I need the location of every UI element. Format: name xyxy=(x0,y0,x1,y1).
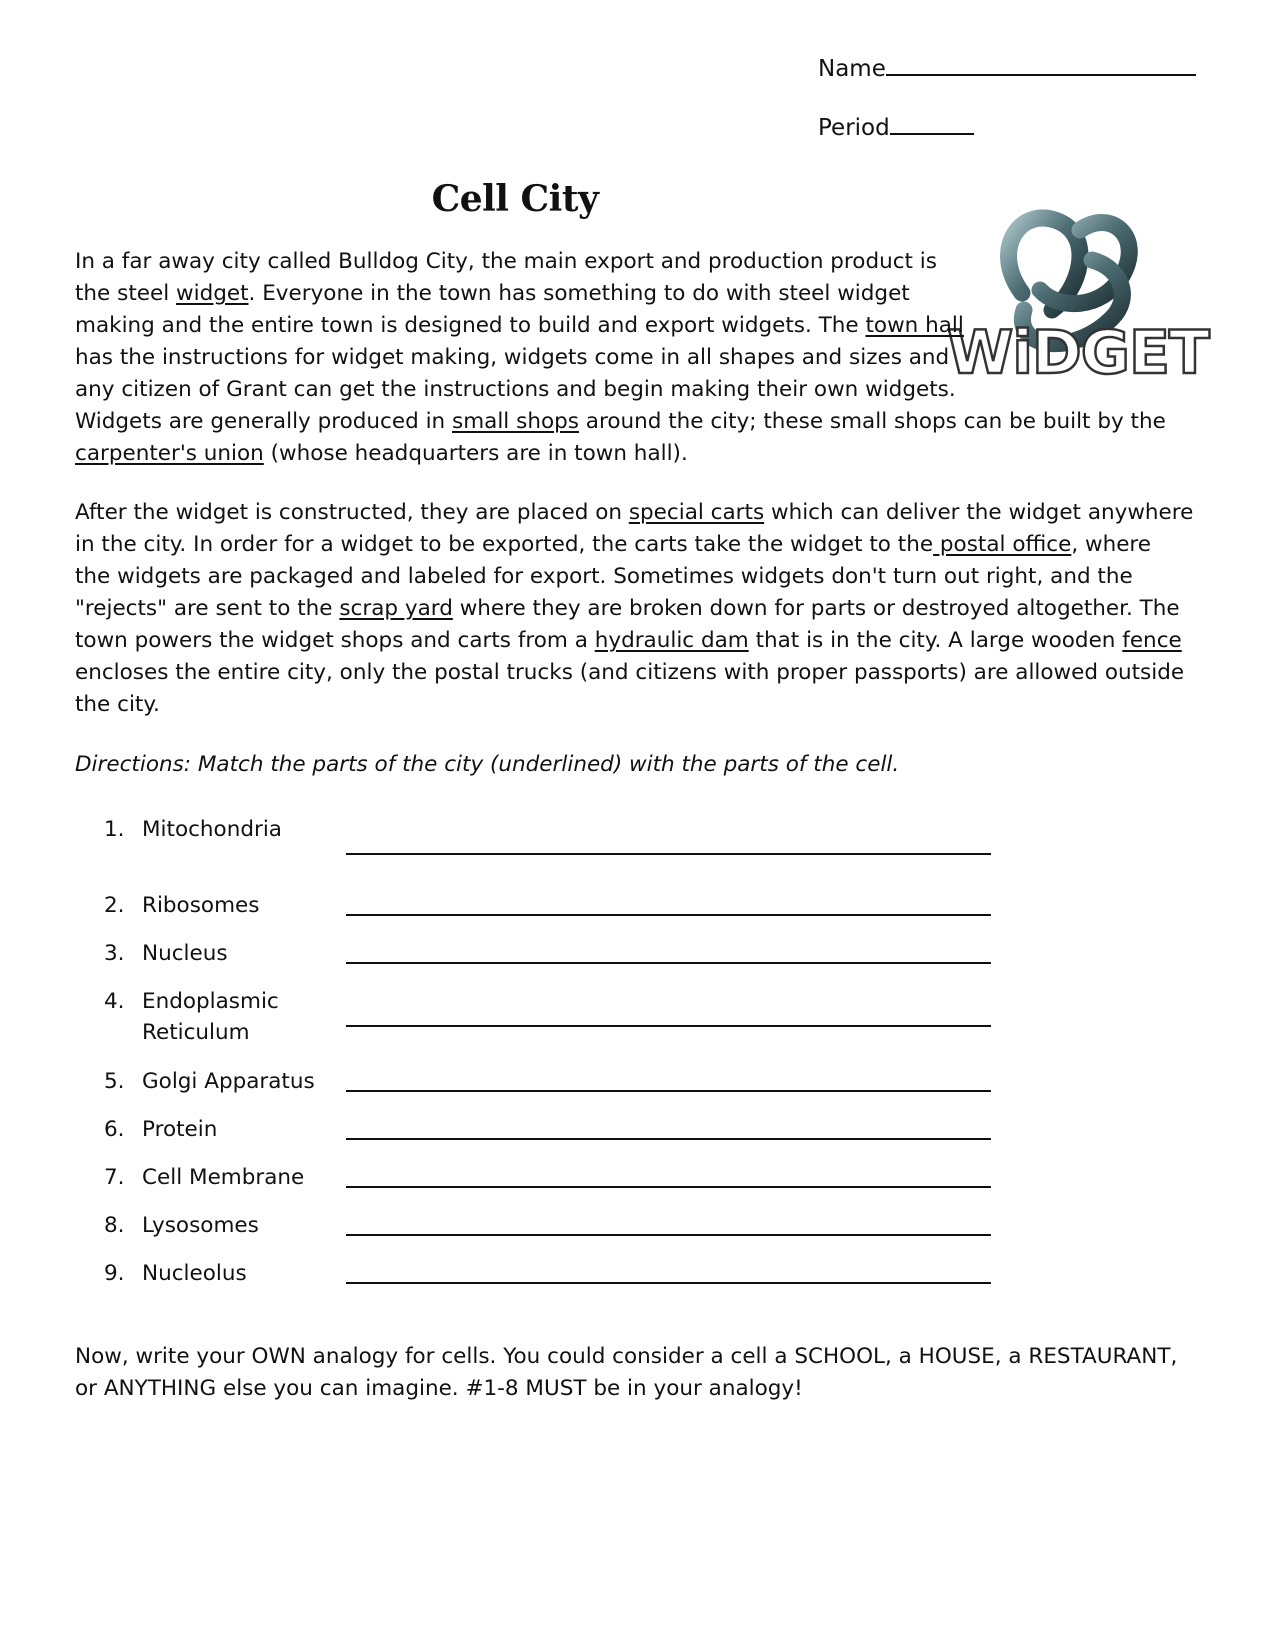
text-line: Now, write your OWN analogy for cells. You could consider a cell a SCHOOL, a HOUSE, a RESTAURANT, xyxy=(75,1344,1178,1369)
text-line: making and the entire town is designed to build and export widgets. The town hall xyxy=(75,313,964,338)
answer-line-3[interactable] xyxy=(346,962,991,964)
text-line: or ANYTHING else you can imagine. #1-8 MUST be in your analogy! xyxy=(75,1376,803,1401)
answer-line-8[interactable] xyxy=(346,1234,991,1236)
list-item xyxy=(104,938,342,969)
text-line: the city. xyxy=(75,692,160,717)
underlined-term-town-hall: town hall xyxy=(865,313,964,338)
directions: Directions: Match the parts of the city (underlined) with the parts of the cell. xyxy=(75,752,900,777)
answer-line-5[interactable] xyxy=(346,1090,991,1092)
text-line: Widgets are generally produced in small shops around the city; these small shops can be built by the xyxy=(75,409,1166,434)
text-line: After the widget is constructed, they are placed on special carts which can deliver the widget anywhere xyxy=(75,500,1194,525)
period-field[interactable] xyxy=(818,115,974,141)
analogy-instructions xyxy=(75,1341,1177,1405)
list-item xyxy=(104,814,342,845)
item-term: Endoplasmic Reticulum xyxy=(142,989,279,1045)
item-number: 5. xyxy=(104,1069,125,1094)
underlined-term-hydraulic-dam: hydraulic dam xyxy=(594,628,749,653)
item-number: 1. xyxy=(104,817,125,842)
text-line: carpenter's union (whose headquarters are in town hall). xyxy=(75,441,688,466)
list-item xyxy=(104,986,342,1048)
item-term: Nucleolus xyxy=(142,1261,247,1286)
answer-line-7[interactable] xyxy=(346,1186,991,1188)
text-line: the steel widget. Everyone in the town has something to do with steel widget xyxy=(75,281,910,306)
name-blank-line[interactable] xyxy=(886,73,1196,76)
item-number: 6. xyxy=(104,1117,125,1142)
name-field[interactable] xyxy=(818,56,1196,82)
story-paragraph-2 xyxy=(75,497,1193,721)
answer-line-2[interactable] xyxy=(346,914,991,916)
answer-line-6[interactable] xyxy=(346,1138,991,1140)
item-term: Nucleus xyxy=(142,941,228,966)
page-title: Cell City xyxy=(431,178,599,220)
list-item xyxy=(104,1066,342,1097)
item-term: Mitochondria xyxy=(142,817,282,842)
underlined-term-carpenters-union: carpenter's union xyxy=(75,441,264,466)
text-line: the widgets are packaged and labeled for export. Sometimes widgets don't turn out right, and the xyxy=(75,564,1133,589)
underlined-term-special-carts: special carts xyxy=(628,500,765,525)
list-item xyxy=(104,1162,342,1193)
story-paragraph-1 xyxy=(75,246,1166,470)
text-line: any citizen of Grant can get the instructions and begin making their own widgets. xyxy=(75,377,956,402)
item-number: 2. xyxy=(104,893,125,918)
item-number: 7. xyxy=(104,1165,125,1190)
text-line: encloses the entire city, only the postal trucks (and citizens with proper passports) are allowed outside xyxy=(75,660,1185,685)
underlined-term-small-shops: small shops xyxy=(452,409,579,434)
list-item xyxy=(104,1114,342,1145)
list-item xyxy=(104,890,342,921)
text-line: In a far away city called Bulldog City, the main export and production product is xyxy=(75,249,937,274)
text-line: "rejects" are sent to the scrap yard where they are broken down for parts or destroyed altogether. The xyxy=(75,596,1180,621)
list-item xyxy=(104,1210,342,1241)
item-term: Cell Membrane xyxy=(142,1165,305,1190)
item-term: Ribosomes xyxy=(142,893,260,918)
answer-line-9[interactable] xyxy=(346,1282,991,1284)
underlined-term-widget: widget xyxy=(176,281,249,306)
item-number: 3. xyxy=(104,941,125,966)
item-number: 9. xyxy=(104,1261,125,1286)
item-term: Golgi Apparatus xyxy=(142,1069,315,1094)
list-item xyxy=(104,1258,342,1289)
text-line: has the instructions for widget making, widgets come in all shapes and sizes and xyxy=(75,345,950,370)
name-label: Name xyxy=(818,56,886,82)
item-term: Protein xyxy=(142,1117,218,1142)
text-line: town powers the widget shops and carts from a hydraulic dam that is in the city. A large wooden fence xyxy=(75,628,1182,653)
widget-logo-wordmark: WiDGET xyxy=(947,318,1209,388)
period-label: Period xyxy=(818,115,890,141)
underlined-term-fence: fence xyxy=(1122,628,1182,653)
period-blank-line[interactable] xyxy=(890,132,974,135)
answer-line-4[interactable] xyxy=(346,1025,991,1027)
underlined-term-postal-office: postal office xyxy=(933,532,1072,557)
item-term: Lysosomes xyxy=(142,1213,259,1238)
item-number: 4. xyxy=(104,989,125,1014)
answer-line-1[interactable] xyxy=(346,853,991,855)
item-number: 8. xyxy=(104,1213,125,1238)
underlined-term-scrap-yard: scrap yard xyxy=(339,596,453,621)
text-line: in the city. In order for a widget to be exported, the carts take the widget to the postal office, where xyxy=(75,532,1152,557)
